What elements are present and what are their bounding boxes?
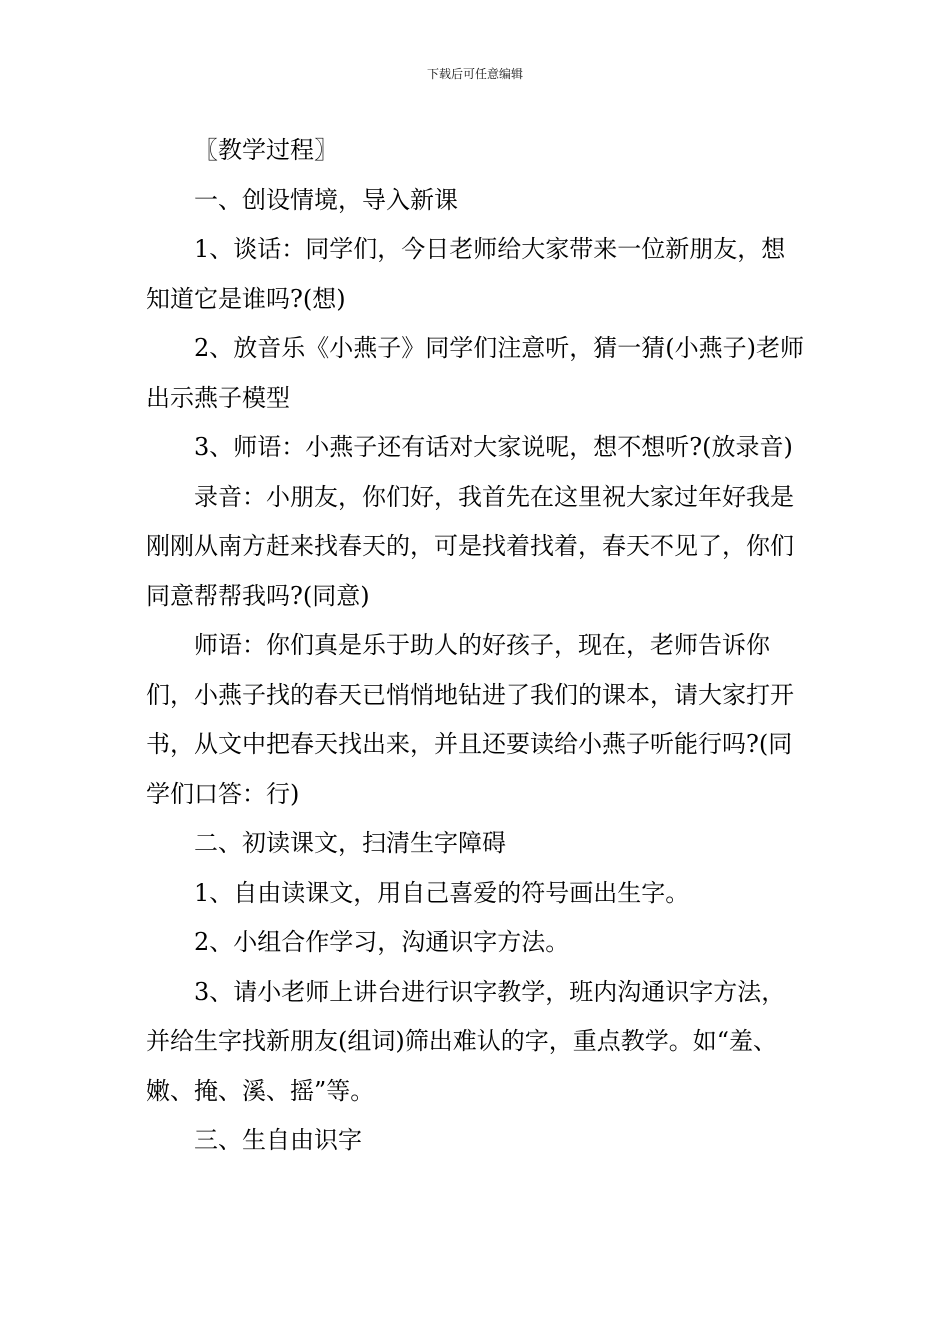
page-header: 下载后可任意编辑	[426, 67, 523, 81]
section-heading-2: 二、初读课文，扫清生字障碍	[194, 829, 506, 857]
paragraph: 1、自由读课文，用自己喜爱的符号画出生字。	[194, 878, 690, 907]
paragraph: 3、师语：小燕子还有话对大家说呢，想不想听?(放录音)	[194, 433, 793, 461]
paragraph: 1、谈话：同学们，今日老师给大家带来一位新朋友，想知道它是谁吗?(想)	[146, 235, 786, 313]
paragraph: 录音：小朋友，你们好，我首先在这里祝大家过年好我是刚刚从南方赶来找春天的，可是找着找着，春天不见了，你们同意帮帮我吗?(同意)	[146, 482, 794, 610]
paragraph: 2、放音乐《小燕子》同学们注意听，猜一猜(小燕子)老师出示燕子模型	[146, 334, 804, 412]
paragraph: 师语：你们真是乐于助人的好孩子，现在，老师告诉你们，小燕子找的春天已悄悄地钻进了我们的课本，请大家打开书，从文中把春天找出来，并且还要读给小燕子听能行吗?(同学们口答：行)	[146, 631, 794, 808]
section-heading-1: 一、创设情境，导入新课	[194, 185, 458, 214]
document-body	[146, 126, 806, 1166]
section-heading-3: 三、生自由识字	[194, 1126, 362, 1154]
paragraph: 2、小组合作学习，沟通识字方法。	[194, 928, 570, 956]
section-title-teaching-process: 〖教学过程〗	[194, 136, 338, 164]
paragraph: 3、请小老师上讲台进行识字教学，班内沟通识字方法，并给生字找新朋友(组词)筛出难认的字，重点教学。如“羞、嫩、掩、溪、摇”等。	[146, 977, 786, 1105]
